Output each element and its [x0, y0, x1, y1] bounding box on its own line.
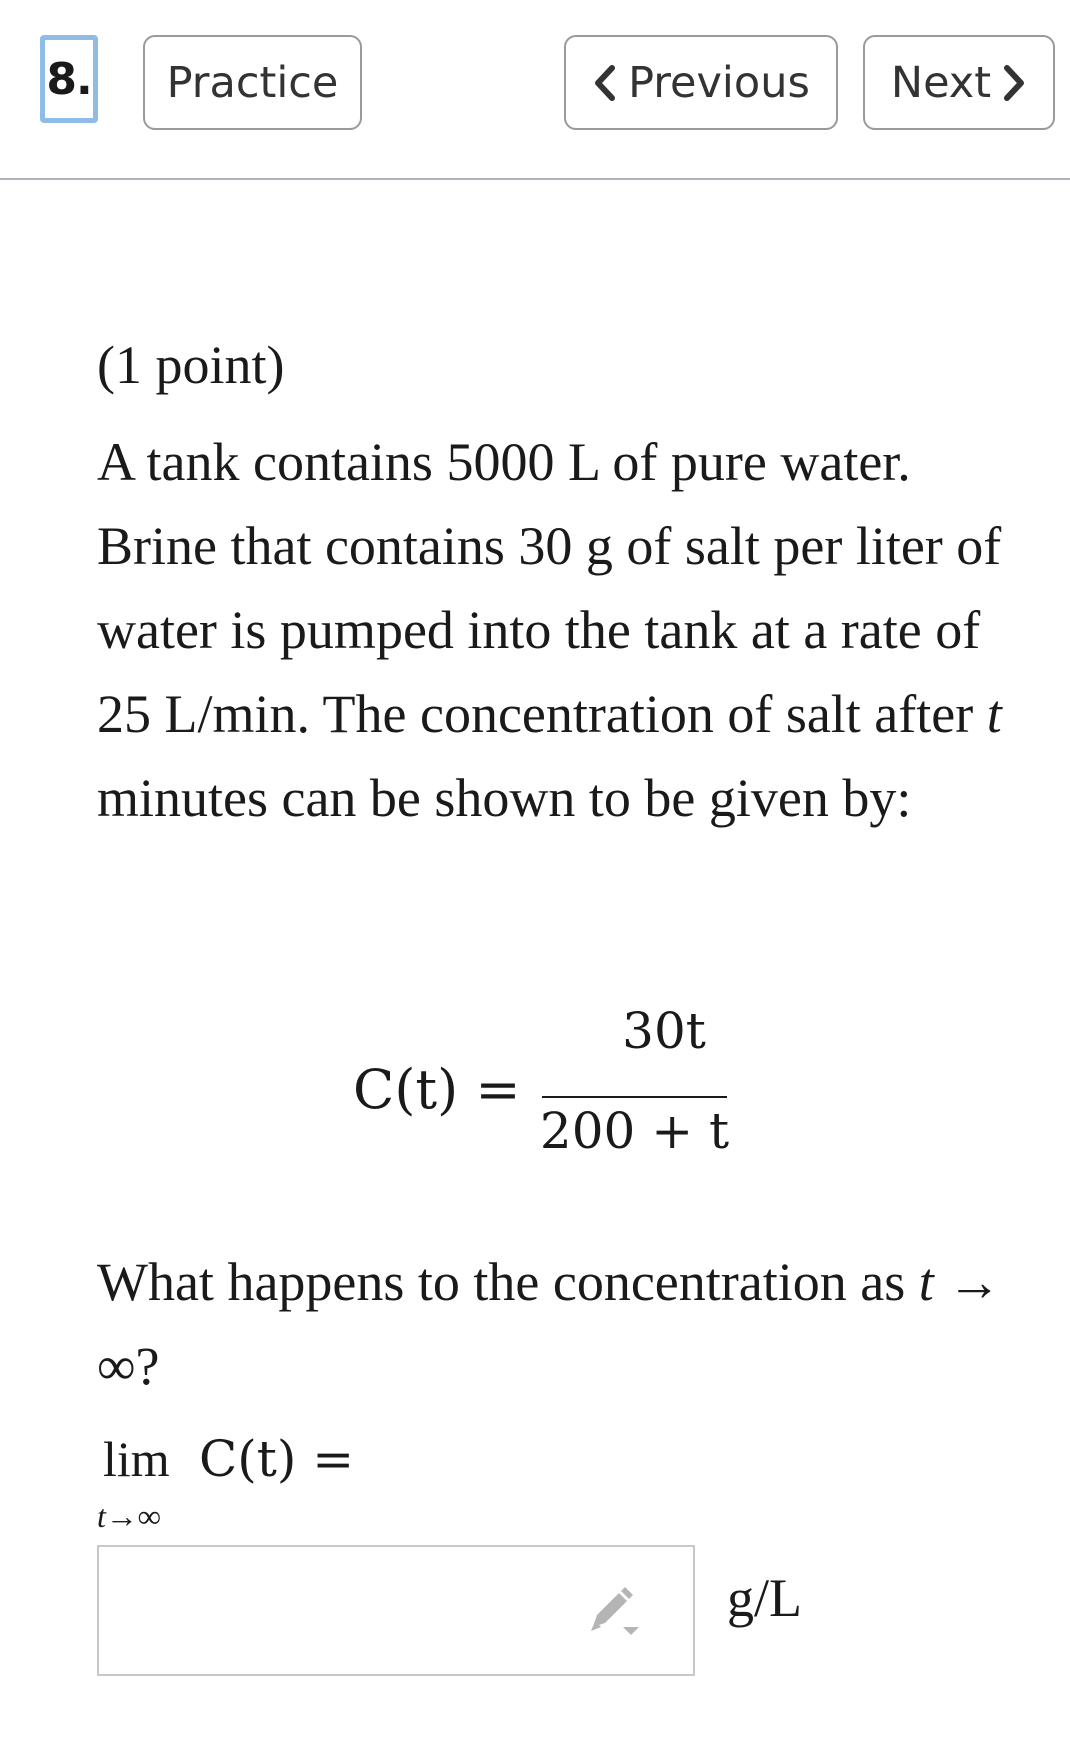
fraction-bar	[542, 1096, 727, 1098]
limit-operator: lim	[103, 1431, 170, 1487]
previous-button-label: Previous	[628, 57, 810, 108]
limit-subscript: t→∞	[97, 1498, 161, 1534]
chevron-left-icon	[592, 64, 618, 102]
variable-t: t	[986, 684, 1002, 744]
question-number: 8.	[40, 35, 98, 123]
fraction-denominator: 200 + t	[539, 1102, 730, 1160]
top-navigation-bar	[0, 0, 1070, 180]
question-text-1: What happens to the concentration as	[97, 1252, 919, 1312]
practice-button[interactable]	[143, 35, 362, 130]
question-text-2: → ∞?	[97, 1252, 1002, 1396]
limit-expression	[97, 1430, 497, 1540]
problem-statement	[97, 420, 1017, 840]
answer-unit: g/L	[727, 1568, 802, 1628]
pencil-icon[interactable]	[587, 1587, 639, 1639]
concentration-equation	[97, 1002, 1017, 1160]
question-variable-t: t	[918, 1252, 934, 1312]
fraction-numerator: 30t	[622, 1002, 706, 1060]
problem-text-1: A tank contains 5000 L of pure water. Brine that contains 30 g of salt per liter of water is pumped into the tank at a rate of 25 L/min. The concentration of salt after	[97, 432, 1002, 744]
chevron-right-icon	[1001, 64, 1027, 102]
next-button-label: Next	[890, 57, 992, 108]
point-value: (1 point)	[97, 335, 285, 395]
previous-button[interactable]	[564, 35, 838, 130]
next-button[interactable]	[863, 35, 1055, 130]
answer-row	[97, 1545, 1017, 1680]
problem-content	[97, 320, 1017, 1628]
limit-function: C(t) =	[199, 1430, 355, 1488]
equation-lhs: C(t) =	[353, 1058, 521, 1121]
practice-button-label: Practice	[166, 57, 339, 108]
question-text	[97, 1240, 1017, 1408]
problem-text-2: minutes can be shown to be given by:	[97, 768, 912, 828]
